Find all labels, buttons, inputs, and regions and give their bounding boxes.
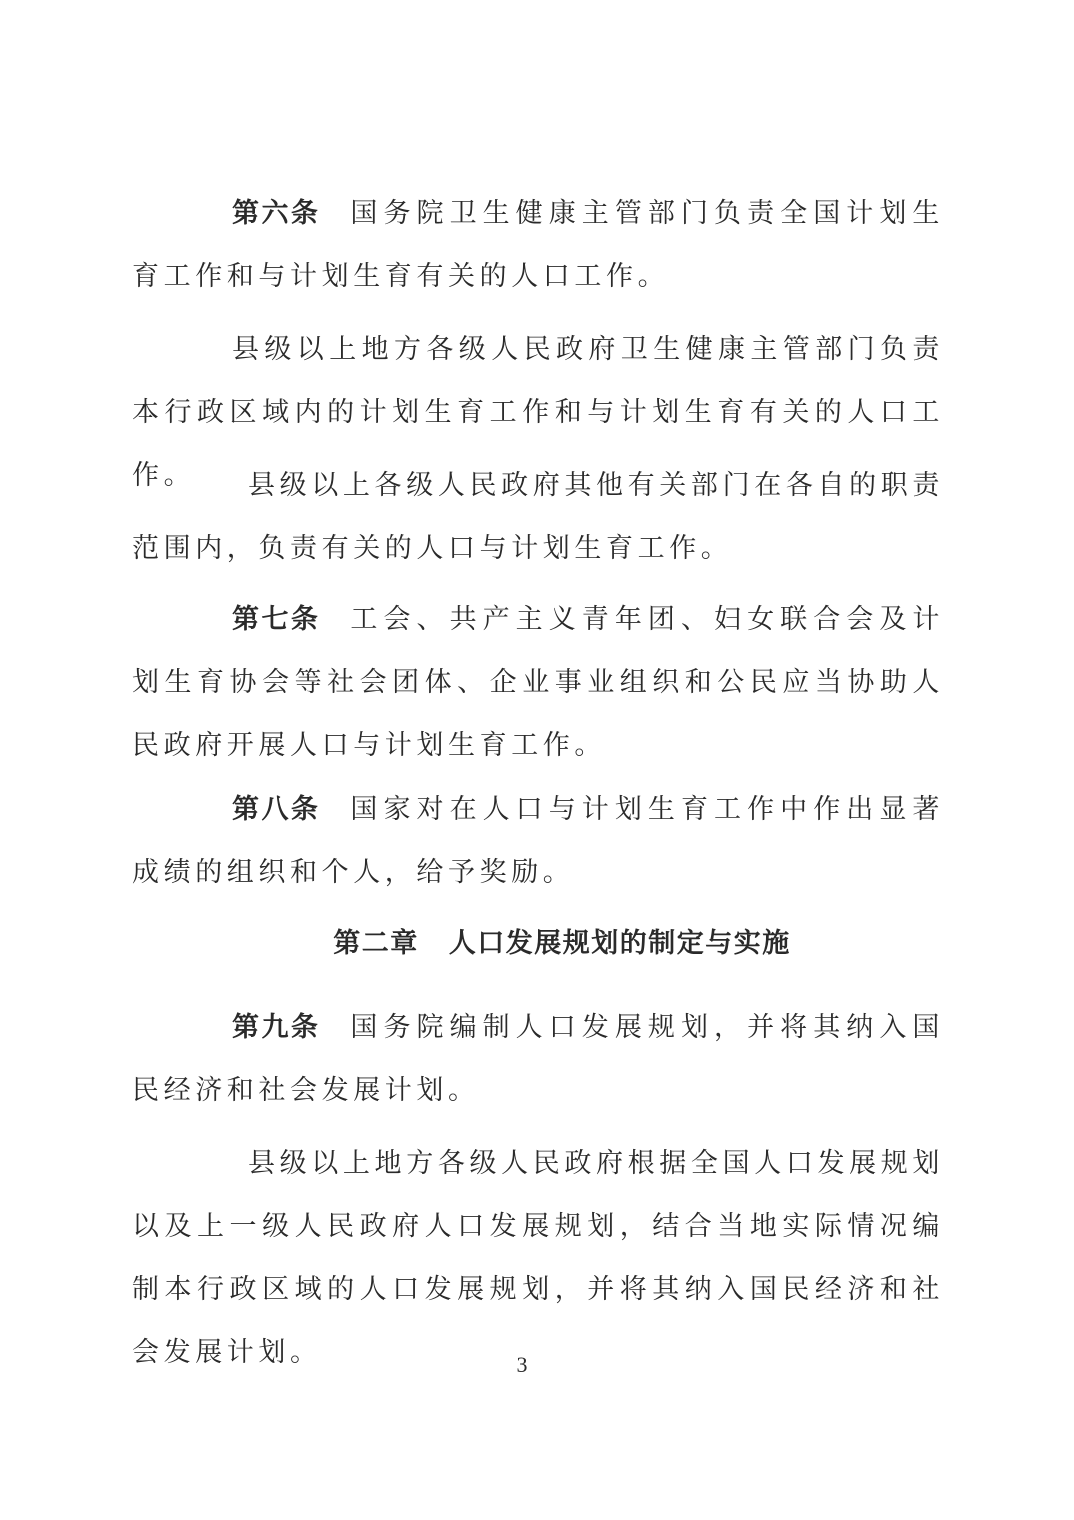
article-6-text-3: 县级以上各级人民政府其他有关部门在各自的职责范围内，负责有关的人口与计划生育工作。 <box>132 470 944 564</box>
article-6-paragraph-3 <box>132 454 944 580</box>
article-7-number: 第七条 <box>232 604 321 635</box>
article-7-text-1: 工会、共产主义青年团、妇女联合会及计划生育协会等社会团体、企业事业组织和公民应当协助人民政府开展人口与计划生育工作。 <box>132 604 944 761</box>
article-8-text-1: 国家对在人口与计划生育工作中作出显著成绩的组织和个人，给予奖励。 <box>132 794 944 888</box>
article-6-number: 第六条 <box>232 198 321 229</box>
article-9-text-2: 县级以上地方各级人民政府根据全国人口发展规划以及上一级人民政府人口发展规划，结合当地实际情况编制本行政区域的人口发展规划，并将其纳入国民经济和社会发展计划。 <box>132 1148 944 1368</box>
article-9-number: 第九条 <box>232 1012 321 1043</box>
article-6-text-2: 县级以上地方各级人民政府卫生健康主管部门负责本行政区域内的计划生育工作和与计划生育有关的人口工作。 <box>132 334 944 491</box>
article-9-paragraph-2 <box>132 1132 944 1384</box>
article-9-paragraph-1 <box>132 996 944 1122</box>
article-6-paragraph-1 <box>132 182 944 308</box>
article-8-paragraph-1 <box>132 778 944 904</box>
chapter-number: 第二章 <box>333 928 419 959</box>
article-6-text-1: 国务院卫生健康主管部门负责全国计划生育工作和与计划生育有关的人口工作。 <box>132 198 944 292</box>
article-7-paragraph-1 <box>132 588 944 777</box>
article-8-number: 第八条 <box>232 794 321 825</box>
chapter-title: 人口发展规划的制定与实施 <box>448 928 791 959</box>
chapter-heading <box>0 914 1074 974</box>
article-9-text-1: 国务院编制人口发展规划，并将其纳入国民经济和社会发展计划。 <box>132 1012 944 1106</box>
page-number: 3 <box>516 1352 528 1377</box>
